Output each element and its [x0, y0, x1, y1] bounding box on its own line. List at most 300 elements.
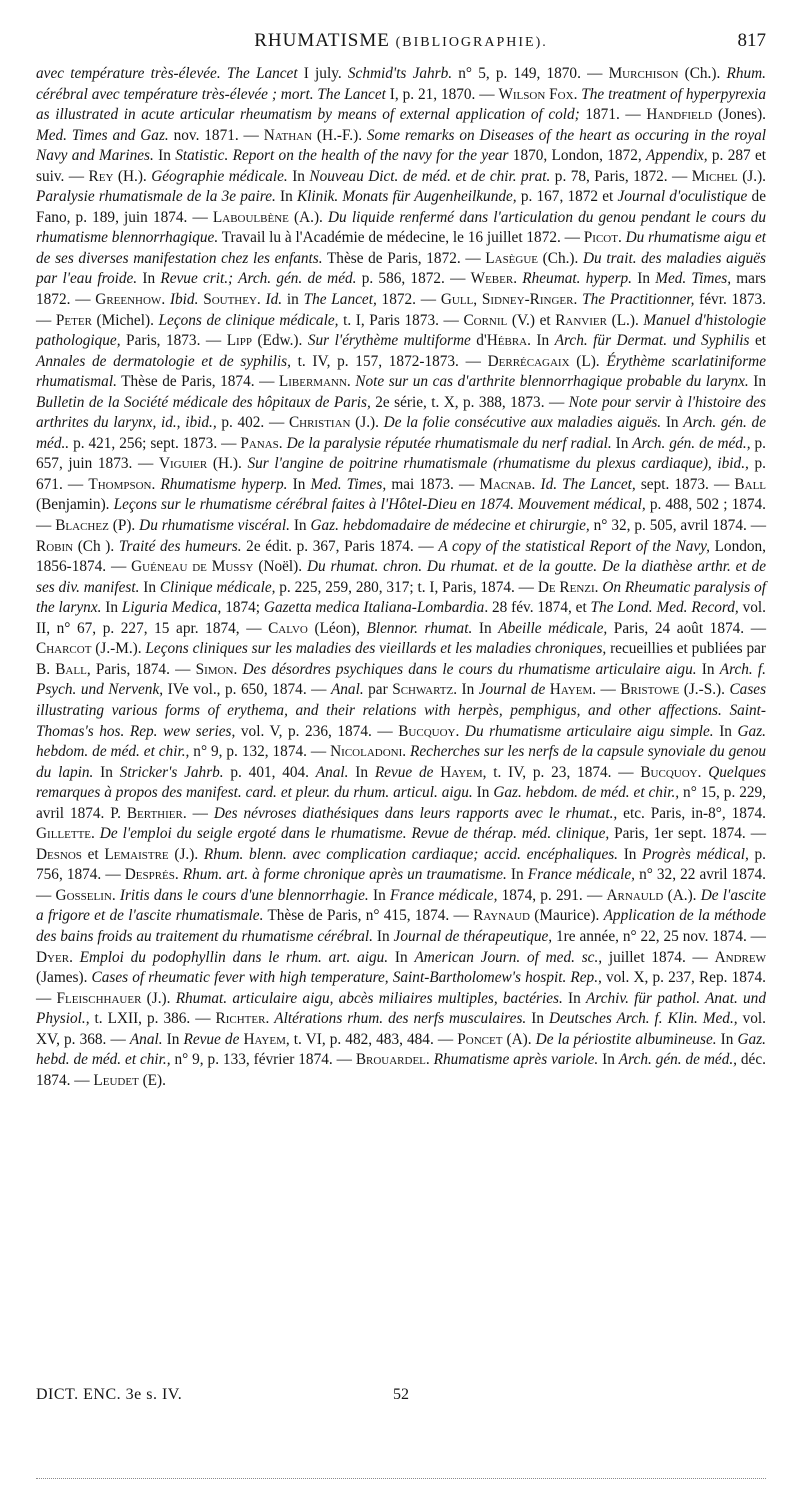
work-title: Rhum. blenn. avec complication cardiaque; accid. encéphaliques. — [203, 845, 619, 863]
work-title: Journal de thérapeutique, — [393, 927, 553, 945]
author-name: Gosselin — [55, 886, 112, 904]
author-name: Robin — [36, 537, 74, 555]
citation-text: In — [139, 578, 160, 596]
author-name: Laboulbène — [212, 208, 289, 226]
author-name: Lipp — [226, 332, 252, 350]
author-name: Lemaistre — [104, 845, 169, 863]
author-name: Dyer — [36, 948, 70, 966]
citation-text: (J.). — [141, 989, 176, 1007]
work-title: Traité des humeurs. — [118, 537, 242, 555]
citation-text: , t. IV, p. 23, 1874. — — [482, 763, 641, 781]
work-title: Arch. gén. de méd., — [632, 434, 751, 452]
citation-text: In — [137, 270, 161, 288]
author-name: Raynaud — [473, 907, 530, 925]
citation-text: vol. V, p. 236, 1874. — — [235, 722, 399, 740]
citation-text: , t. VI, p. 482, 483, 484. — — [285, 1030, 458, 1048]
work-title: Abeille médicale, — [498, 619, 608, 637]
citation-text: p. 756, 1874. — — [36, 845, 766, 884]
citation-text: n° 5, p. 149, 1870. — — [452, 65, 609, 82]
citation-text: d' — [470, 332, 487, 350]
work-title: De l'emploi du seigle ergoté dans le rhumatisme. Revue de thérap. méd. clinique, — [99, 825, 610, 843]
author-name: Southey — [203, 291, 257, 309]
citation-text: 2e série, t. X, p. 388, 1873. — — [370, 393, 569, 411]
work-title: Nouveau Dict. de méd. et de chir. prat. — [309, 167, 551, 185]
work-title: Schmid'ts Jahrb. — [347, 65, 453, 82]
author-name: Macnab — [479, 475, 532, 493]
citation-text: . — [151, 475, 161, 493]
work-title: Sur l'érythème multiforme — [307, 332, 471, 350]
work-title: Appendix, — [646, 147, 708, 165]
work-title: Du rhumatisme viscéral. — [139, 517, 290, 535]
work-title: Paralysie rhumatismale de la 3e paire. — [36, 188, 276, 206]
author-name: Nathan — [263, 126, 313, 144]
author-name: Fleischhauer — [56, 989, 142, 1007]
citation-text: (Léon), — [307, 619, 367, 637]
citation-text: vol. X, p. 237, Rep. 1874. — — [36, 969, 766, 1007]
citation-text: n° 9, p. 133, février 1874. — — [170, 1051, 356, 1069]
citation-text: 1872. — — [376, 291, 441, 309]
citation-text: . In — [453, 681, 479, 699]
citation-text: . — [573, 291, 583, 309]
citation-text: (H.). — [207, 455, 248, 473]
citation-text: Thèse de Paris, 1874. — — [116, 373, 279, 391]
citation-text: p. 225, 259, 280, 317; t. I, Paris, 1874. — — [275, 578, 538, 596]
author-name: Picot — [583, 229, 618, 247]
citation-text: . — [265, 1010, 275, 1028]
citation-text: n° 32, p. 505, avril 1874. — — [589, 517, 766, 535]
citation-text: nov. 1871. — — [168, 126, 264, 144]
author-name: Calvo — [268, 619, 308, 637]
citation-text: t. LXII, p. 386. — — [89, 1010, 216, 1028]
running-title-subtitle: (BIBLIOGRAPHIE). — [395, 35, 548, 50]
citation-text: In — [696, 660, 720, 678]
citation-text: In — [287, 167, 310, 185]
citation-text: et — [749, 332, 767, 350]
work-title: Bulletin de la Société médicale des hôpitaux de Paris, — [36, 393, 371, 411]
citation-text: . — [617, 229, 626, 247]
work-title: The Practitionner, — [582, 291, 695, 309]
page-footer — [36, 1386, 766, 1410]
citation-text: . — [402, 743, 411, 761]
work-title: Clinique médicale, — [159, 578, 276, 596]
work-title: Anal. — [315, 763, 349, 781]
citation-text: p. 167, 1872 et — [516, 188, 618, 206]
citation-text: , 1874; — [217, 599, 264, 617]
work-title: Deutsches Arch. f. Klin. Med., — [548, 1010, 738, 1028]
sheet-number: 52 — [393, 1386, 409, 1403]
citation-text: mai 1873. — — [386, 475, 480, 493]
work-title: De l'ascite a frigore et de l'ascite rhumatismale. — [36, 886, 766, 925]
citation-text: p. 401, 404. — [223, 763, 316, 781]
work-title: Revue de — [183, 1030, 240, 1048]
signature-mark: DICT. ENC. 3e s. IV. — [36, 1386, 183, 1403]
work-title: Sur l'angine de poitrine rhumatismale (rhumatisme du plexus cardiaque), ibid., — [247, 455, 749, 473]
work-title: Géographie médicale. — [151, 167, 288, 185]
citation-text: (H.-F.). — [312, 126, 367, 144]
work-title: Recherches sur les nerfs de la capsule synoviale du genou du lapin. — [36, 743, 767, 781]
author-name: Brouardel — [355, 1051, 426, 1069]
work-title: Annales de dermatologie et de syphilis, — [36, 352, 291, 370]
citation-text: In — [162, 1030, 184, 1048]
work-title: Gazetta medica Italiana-Lombardia — [263, 599, 485, 617]
citation-text: (Michel). — [91, 311, 159, 329]
citation-text: mars 1872. — — [36, 270, 767, 309]
work-title: Stricker's Jahrb. — [119, 763, 224, 781]
work-title: Id. The Lancet, — [540, 475, 636, 493]
work-title: Ibid. — [169, 291, 199, 309]
citation-text: In — [101, 599, 122, 617]
citation-text: vol. II, n° 67, p. 227, 15 apr. 1874, — — [36, 599, 766, 637]
citation-text: (Ch.). — [538, 249, 583, 267]
work-title: Blennor. rhumat. — [366, 619, 473, 637]
citation-text: . In — [527, 332, 555, 350]
citation-text: (J.). — [350, 414, 384, 432]
citation-text: . — [455, 722, 465, 740]
citation-text: (Benjamin). — [36, 496, 114, 514]
author-name: Rey — [88, 167, 114, 185]
citation-text: p. 421, 256; sept. 1873. — — [69, 434, 241, 452]
citation-text: n° 15, p. 229, avril 1874. P. — [36, 784, 766, 822]
citation-text: juillet 1874. — — [602, 948, 715, 966]
work-title: Revue de — [374, 763, 434, 781]
citation-text: t. I, Paris 1873. — — [338, 311, 464, 329]
citation-text: . — [531, 475, 541, 493]
citation-text: In — [618, 845, 643, 863]
author-name: Andrew — [714, 948, 766, 966]
work-title: Journal d'oculistique — [617, 188, 748, 206]
author-name: Michel — [691, 167, 738, 185]
running-header — [36, 30, 766, 58]
citation-text: etc. Paris, in-8°, 1874. — [617, 804, 766, 822]
work-title: Application de la méthode des bains froids au traitement du rhumatisme cérébral. — [36, 907, 766, 945]
citation-text: (J.). — [168, 845, 204, 863]
author-name: Simon — [195, 660, 234, 678]
citation-text: In — [153, 147, 176, 165]
work-title: avec température très-élevée. The Lancet — [36, 65, 298, 82]
citation-text: . 28 fév. 1874, et — [484, 599, 591, 617]
author-name: Guéneau de Mussy — [131, 558, 254, 576]
citation-text: et — [81, 845, 105, 863]
citation-text: de Fano, p. 189, juin 1874. — — [36, 188, 766, 226]
work-title: De la paralysie réputée rhumatismale du nerf radial. — [286, 434, 612, 452]
work-title: Leçons cliniques sur les maladies des vieillards et les maladies chroniques, — [145, 640, 607, 658]
work-title: Gaz. hebdom. de méd. et chir., — [36, 722, 766, 761]
work-title: On Rheumatic paralysis of the larynx. — [36, 578, 766, 617]
author-name: Hébra — [486, 332, 528, 350]
author-name: Cornil — [463, 311, 508, 329]
author-name: Poncet — [457, 1030, 503, 1048]
work-title: Cases illustrating various forms of erythema, and their relations with herpès, pemphigus, and other affections. Saint-Thomas's hos. Rep. wew series, — [36, 681, 767, 740]
citation-text: In — [632, 270, 656, 288]
author-name: Derrécagaix — [487, 352, 570, 370]
citation-text: (A.). — [663, 886, 701, 904]
citation-text: p. 586, 1872. — — [356, 270, 471, 288]
work-title: Id. — [265, 291, 283, 309]
citation-text: . — [91, 825, 100, 843]
citation-text: . — [346, 373, 356, 391]
citation-text: In — [472, 784, 494, 802]
author-name: Nicoladoni — [330, 743, 403, 761]
citation-text: (Noël). — [253, 558, 307, 576]
work-title: De la folie consécutive aux maladies aiguës. — [383, 414, 662, 432]
dotted-rule — [36, 1478, 766, 1479]
work-title: Rhum. art. à forme chronique après un traumatisme. — [182, 866, 507, 884]
citation-text: févr. 1873. — — [36, 291, 766, 329]
citation-text: I, p. 21, 1870. — — [385, 85, 499, 103]
author-name: Weber — [470, 270, 514, 288]
citation-text: 1870, London, 1872, — [508, 147, 646, 165]
citation-text: , Paris, 1874. — — [86, 660, 196, 678]
citation-text: Thèse de Paris, 1872. — — [322, 249, 486, 267]
author-name: Gull, Sidney-Ringer — [440, 291, 574, 309]
citation-text: In — [713, 722, 738, 740]
work-title: Du trait. des maladies aiguës par l'eau froide. — [36, 249, 767, 288]
work-title: Note sur un cas d'arthrite blennorrhagique probable du larynx. — [355, 373, 749, 391]
work-title: Progrès médical, — [642, 845, 749, 863]
author-name: De Renzi — [537, 578, 595, 596]
work-title: Rhumat. articulaire aigu, abcès miliaires multiples, bactéries. — [175, 989, 563, 1007]
citation-text: p. 402. — — [216, 414, 289, 432]
work-title: France médicale, — [527, 866, 635, 884]
work-title: Anal. — [330, 681, 364, 699]
citation-text: (Ch ). — [73, 537, 119, 555]
citation-text: In — [598, 1051, 619, 1069]
author-name: Ball — [55, 660, 87, 678]
work-title: De la périostite albumineuse. — [535, 1030, 717, 1048]
author-name: Peter — [55, 311, 92, 329]
work-title: Iritis dans le cours d'une blennorrhagie. — [119, 886, 369, 904]
citation-text: In — [348, 763, 375, 781]
author-name: Schwartz — [392, 681, 454, 699]
citation-text: 1874, p. 291. — — [497, 886, 607, 904]
citation-text: . — [573, 85, 582, 103]
author-name: Ball — [734, 475, 767, 493]
work-title: Quelques remarques à propos des manifest. card. et pleur. du rhum. articul. aigu. — [36, 763, 766, 802]
citation-text: p. 657, juin 1873. — — [36, 434, 767, 473]
work-title: Cases of rheumatic fever with high temperature, Saint-Bartholomew's hospit. Rep., — [91, 969, 602, 987]
citation-text: (L.). — [606, 311, 644, 329]
author-name: Hayem — [440, 763, 483, 781]
work-title: Journal de — [478, 681, 546, 699]
work-title: A copy of the statistical Report of the Navy, — [438, 537, 710, 555]
author-name: Arnauld — [606, 886, 664, 904]
author-name: Lasègue — [485, 249, 539, 267]
work-title: Med. Times, — [310, 475, 387, 493]
author-name: Bucquoy — [640, 763, 698, 781]
citation-text: . — [174, 866, 183, 884]
citation-text: . — [69, 948, 80, 966]
citation-text: vol. XV, p. 368. — — [36, 1010, 766, 1048]
citation-text: In — [275, 188, 297, 206]
work-title: Emploi du podophyllin dans le rhum. art. aigu. — [79, 948, 389, 966]
author-name: Handfield — [646, 106, 713, 124]
citation-text: 1871. — — [579, 106, 647, 124]
citation-text: I july. — [297, 65, 348, 82]
page-number: 817 — [737, 30, 766, 51]
citation-text: sept. 1873. — — [635, 475, 735, 493]
citation-text: Travail lu à l'Académie de médecine, le 16 juillet 1872. — — [218, 229, 584, 247]
citation-text: . — [425, 1051, 434, 1069]
work-title: Statistic. Report on the health of the navy for the year — [175, 147, 509, 165]
citation-text: In — [368, 886, 390, 904]
work-title: Med. Times, — [655, 270, 732, 288]
citation-text: In — [748, 373, 766, 391]
citation-text: (A). — [502, 1030, 536, 1048]
citation-text: p. 671. — — [36, 455, 766, 493]
work-title: The Lancet, — [303, 291, 377, 309]
citation-text: In — [289, 517, 311, 535]
citation-text: p. 287 et suiv. — — [36, 147, 766, 185]
bibliography-body — [36, 64, 766, 1091]
author-name: Desnos — [36, 845, 82, 863]
citation-text: In — [373, 927, 394, 945]
work-title: France médicale, — [389, 886, 498, 904]
citation-text: (J.-S.). — [679, 681, 730, 699]
author-name: Bucquoy — [398, 722, 456, 740]
author-name: Charcot — [36, 640, 92, 658]
work-title: Arch. gén. de méd.. — [36, 414, 766, 452]
citation-text: 2e édit. p. 367, Paris 1874. — — [241, 537, 439, 555]
work-title: Manuel d'histologie pathologique, — [36, 311, 767, 350]
citation-text: (J.). — [737, 167, 766, 185]
author-name: Christian — [288, 414, 351, 432]
author-name: Blachez — [55, 517, 109, 535]
work-title: The Lond. Med. Record, — [590, 599, 739, 617]
work-title: Revue crit.; Arch. gén. de méd. — [160, 270, 357, 288]
author-name: Panas — [240, 434, 279, 452]
citation-text: 1re année, n° 22, 25 nov. 1874. — — [552, 927, 766, 945]
citation-text: In — [661, 414, 684, 432]
author-name: Leudet — [93, 1071, 139, 1089]
work-title: Arch. gén. de méd., — [618, 1051, 737, 1069]
citation-text: (Jones). — [712, 106, 766, 124]
citation-text: In — [526, 1010, 549, 1028]
work-title: Med. Times and Gaz. — [36, 126, 169, 144]
author-name: Wilson Fox — [498, 85, 574, 103]
citation-text: Thèse de Paris, n° 415, 1874. — — [263, 907, 474, 925]
work-title: Rhumatisme hyperp. — [160, 475, 288, 493]
author-name: Berthier — [126, 804, 183, 822]
citation-text: t. IV, p. 157, 1872-1873. — — [290, 352, 488, 370]
citation-text: (Edw.). — [251, 332, 308, 350]
citation-text: (L). — [569, 352, 607, 370]
citation-text: par — [363, 681, 393, 699]
work-title: Du liquide renfermé dans l'articulation du genou pendant le cours du rhumatisme blennorrhagique. — [36, 208, 766, 247]
citation-text: (E). — [138, 1071, 166, 1089]
author-name: Bristowe — [620, 681, 680, 699]
work-title: Note pour servir à l'histoire des arthrites du larynx, id., ibid., — [36, 393, 766, 432]
citation-text: p. 78, Paris, 1872. — — [550, 167, 692, 185]
citation-text: n° 9, p. 132, 1874. — — [189, 743, 331, 761]
work-title: Du rhumatisme aigu et de ses diverses manifestation chez les enfants. — [36, 229, 766, 267]
citation-text: . — [111, 886, 120, 904]
work-title: Anal. — [129, 1030, 163, 1048]
citation-text: . — [513, 270, 523, 288]
work-title: Rhum. cérébral avec température très-élevée ; mort. The Lancet — [36, 65, 766, 103]
work-title: Rheumat. hyperp. — [522, 270, 633, 288]
work-title: Arch. für Dermat. und Syphilis — [554, 332, 750, 350]
bibliography-paragraph — [36, 64, 766, 1091]
citation-text: In — [93, 763, 120, 781]
author-name: Viguier — [158, 455, 208, 473]
citation-text: (J.-M.). — [91, 640, 146, 658]
citation-text: in — [282, 291, 304, 309]
author-name: Gillette — [36, 825, 92, 843]
citation-text: In — [716, 1030, 738, 1048]
author-name: Richter — [215, 1010, 266, 1028]
work-title: Gaz. hebd. de méd. et chir., — [36, 1030, 766, 1069]
citation-text: Paris, 1er sept. 1874. — — [609, 825, 766, 843]
author-name: Hayem — [243, 1030, 286, 1048]
citation-text: Paris, 24 août 1874. — — [607, 619, 766, 637]
author-name: Hayem — [549, 681, 593, 699]
citation-text: n° 32, 22 avril 1874. — — [36, 866, 766, 904]
author-name: Murchison — [608, 65, 679, 82]
work-title: Leçons sur le rhumatisme cérébral faites à l'Hôtel-Dieu en 1874. Mouvement médical, — [113, 496, 646, 514]
work-title: Liguria Medica — [121, 599, 218, 617]
author-name: Greenhow — [95, 291, 162, 309]
work-title: Gaz. hebdomadaire de médecine et chirurgie, — [310, 517, 590, 535]
citation-text: (Maurice). — [530, 907, 604, 925]
citation-text: London, 1856-1874. — — [36, 537, 767, 576]
work-title: Some remarks on Diseases of the heart as occuring in the royal Navy and Marines. — [36, 126, 767, 165]
citation-text: In — [287, 475, 311, 493]
citation-text: In — [611, 434, 633, 452]
citation-text: . — [161, 291, 170, 309]
author-name: Ranvier — [555, 311, 607, 329]
running-title-main: RHUMATISME — [254, 30, 390, 51]
work-title: American Journ. of med. sc., — [414, 948, 603, 966]
work-title: Rhumatisme après variole. — [433, 1051, 599, 1069]
citation-text: (H.). — [113, 167, 152, 185]
author-name: Libermann — [278, 373, 347, 391]
author-name: Thompson — [88, 475, 152, 493]
citation-text: (A.). — [288, 208, 328, 226]
work-title: Du rhumat. chron. Du rhumat. et de la goutte. De la diathèse arthr. et de ses div. manifest. — [36, 558, 766, 596]
citation-text: IVe vol., p. 650, 1874. — — [163, 681, 331, 699]
work-title: Klinik. Monats für Augenheilkunde, — [296, 188, 517, 206]
citation-text: recueillies et publiées par B. — [36, 640, 766, 678]
citation-text: p. 488, 502 ; 1874.— — [36, 496, 766, 535]
citation-text: (Ch.). — [678, 65, 727, 82]
work-title: Leçons de clinique médicale, — [158, 311, 339, 329]
citation-text: (V.) et — [507, 311, 556, 329]
citation-text: . — — [592, 681, 621, 699]
citation-text: . — [233, 660, 243, 678]
work-title: Gaz. hebdom. de méd. et chir., — [493, 784, 680, 802]
citation-text: . — [256, 291, 266, 309]
work-title: Des névroses diathésiques dans leurs rapports avec le rhumat., — [213, 804, 618, 822]
work-title: Altérations rhum. des nerfs musculaires. — [274, 1010, 527, 1028]
citation-text: . — [697, 763, 709, 781]
citation-text: In — [472, 619, 499, 637]
citation-text: Paris, 1873. — — [120, 332, 227, 350]
citation-text: . — [594, 578, 603, 596]
citation-text: . — [278, 434, 287, 452]
work-title: Archiv. für pathol. Anat. und Physiol., — [36, 989, 766, 1028]
work-title: The treatment of hyperpyrexia as illustrated in acute articular rheumatism by means of external application of cold; — [36, 85, 766, 124]
citation-text: déc. 1874. — — [36, 1051, 766, 1089]
citation-text: (P). — [108, 517, 140, 535]
citation-text: . — — [182, 804, 214, 822]
work-title: Des désordres psychiques dans le cours du rhumatisme articulaire aigu. — [242, 660, 697, 678]
running-title — [36, 30, 766, 52]
citation-text: In — [388, 948, 415, 966]
author-name: Després — [124, 866, 175, 884]
citation-text: In — [562, 989, 587, 1007]
work-title: Érythème scarlatiniforme rhumatismal. — [36, 352, 766, 391]
work-title: Arch. f. Psych. und Nervenk, — [36, 660, 766, 699]
